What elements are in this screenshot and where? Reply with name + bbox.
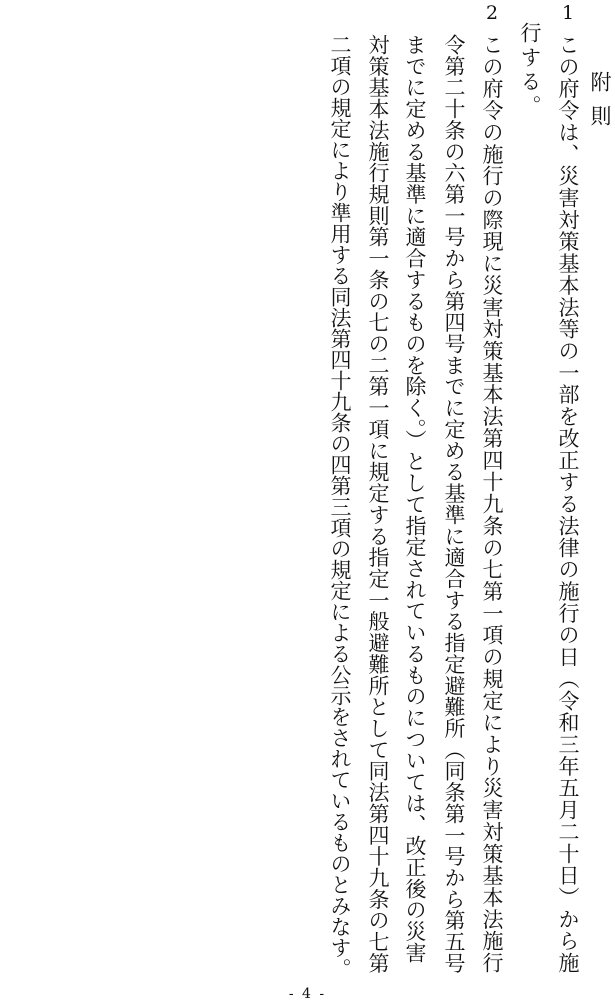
supplementary-provisions-heading: 附則 bbox=[588, 71, 612, 139]
paragraph-number-2: 2 bbox=[486, 2, 499, 24]
paragraph-2-line-5: 二項の規定により準用する同法第四十九条の四第三項の規定による公示をされているものとみなす。 bbox=[328, 34, 352, 979]
paragraph-2-line-1: この府令の施行の際現に災害対策基本法第四十九条の七第一項の規定により災害対策基本法施行 bbox=[480, 34, 504, 974]
paragraph-1-line-2: 行する。 bbox=[518, 22, 542, 120]
paragraph-2-line-3: までに定める基準に適合するものを除く。）として指定されているものについては、改正後の災害 bbox=[403, 34, 427, 964]
paragraph-1-line-1: この府令は、災害対策基本法等の一部を改正する法律の施行の日（令和三年五月二十日）から施 bbox=[556, 34, 580, 974]
paragraph-2-line-4: 対策基本法施行規則第一条の七の二第一項に規定する指定一般避難所として同法第四十九条の七第 bbox=[366, 34, 390, 974]
page-number: - 4 - bbox=[288, 986, 327, 1002]
paragraph-2-line-2: 令第二十条の六第一号から第四号までに定める基準に適合する指定避難所（同条第一号から第五号 bbox=[442, 34, 466, 974]
paragraph-number-1: 1 bbox=[562, 2, 575, 24]
